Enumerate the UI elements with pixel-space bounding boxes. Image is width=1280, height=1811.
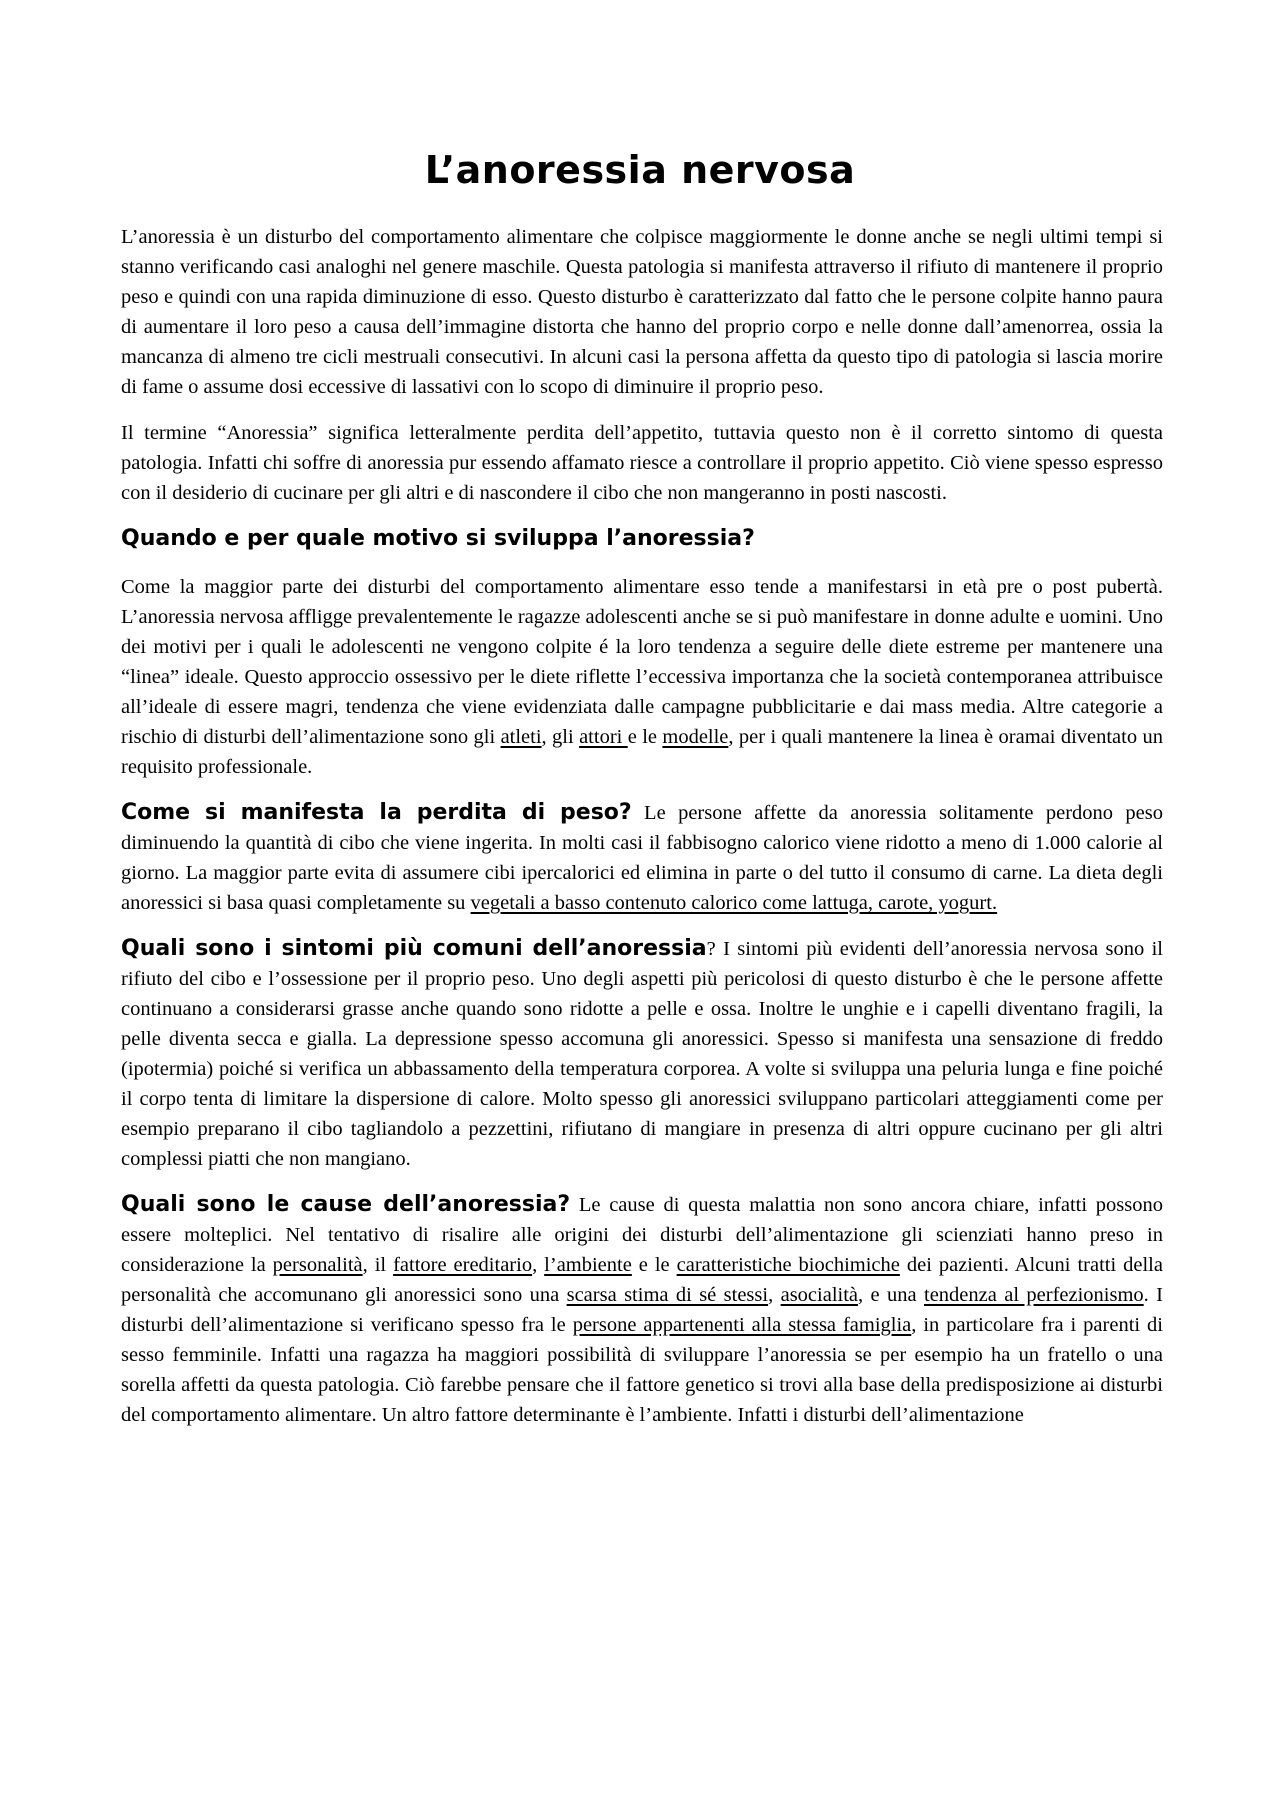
underlined-term-asocialita: asocialità (780, 1284, 859, 1306)
paragraph-term: Il termine “Anoressia” significa letteralmente perdita dell’appetito, tuttavia questo non è il corretto sintomo di questa patologia. Infatti chi soffre di anoressia pur essendo affamato riesce a controllare il proprio appetito. Ciò viene spesso espresso con il desiderio di cucinare per gli altri e di nascondere il cibo che non mangeranno in posti nascosti. (121, 422, 1163, 504)
paragraph-perdita-peso (121, 798, 1163, 918)
paragraph-sintomi (121, 934, 1163, 1174)
text-run: . I disturbi dell’alimentazione si verificano spesso fra le (121, 1284, 1164, 1336)
inline-heading-perdita-peso: Come si manifesta la perdita di peso? (121, 800, 632, 825)
text-run: e le (627, 726, 663, 748)
underlined-term-vegetali: vegetali a basso contenuto calorico come lattuga, carote, yogurt. (470, 892, 998, 914)
text-run: , e una (858, 1284, 924, 1306)
underlined-term-persone-famiglia: persone appartenenti alla stessa famiglia (572, 1314, 912, 1336)
underlined-term-scarsa-stima: scarsa stima di sé stessi (566, 1284, 769, 1306)
text-run: , il (362, 1254, 394, 1276)
text-run: , (768, 1284, 781, 1306)
inline-heading-sintomi: Quali sono i sintomi più comuni dell’anoressia (121, 936, 707, 961)
underlined-term-attori: attori (579, 726, 628, 748)
paragraph-cause (121, 1190, 1163, 1430)
text-run: Le persone affette da anoressia solitamente perdono peso diminuendo la quantità di cibo che viene ingerita. In molti casi il fabbisogno calorico viene ridotto a meno di 1.000 calorie al giorno. La maggior parte evita di assumere cibi ipercalorici ed elimina in parte o del tutto il consumo di carne. La dieta degli anoressici si basa quasi completamente su (121, 802, 1163, 914)
document-body (121, 222, 1163, 1446)
text-run: , in particolare fra i parenti di sesso femminile. Infatti una ragazza ha maggiori possibilità di sviluppare l’anoressia se per esempio ha un fratello o una sorella affetti da questa patologia. Ciò farebbe pensare che il fattore genetico si trovi alla base della predisposizione ai disturbi del comportamento alimentare. Un altro fattore determinante è l’ambiente. Infatti i disturbi dell’alimentazione (121, 1314, 1163, 1426)
text-run: Come la maggior parte dei disturbi del comportamento alimentare esso tende a manifestarsi in età pre o post pubertà. L’anoressia nervosa affligge prevalentemente le ragazze adolescenti anche se si può manifestare in donne adulte e uomini. Uno dei motivi per i quali le adolescenti ne vengono colpite é la loro tendenza a seguire delle diete estreme per mantenere una “linea” ideale. Questo approccio ossessivo per le diete riflette l’eccessiva importanza che la società contemporanea attribuisce all’ideale di essere magri, tendenza che viene evidenziata dalle campagne pubblicitarie e dai mass media. Altre categorie a rischio di disturbi dell’alimentazione sono gli (121, 576, 1163, 748)
inline-heading-cause: Quali sono le cause dell’anoressia? (121, 1192, 571, 1217)
paragraph-intro: L’anoressia è un disturbo del comportamento alimentare che colpisce maggiormente le donne anche se negli ultimi tempi si stanno verificando casi analoghi nel genere maschile. Questa patologia si manifesta attraverso il rifiuto di mantenere il proprio peso e quindi con una rapida diminuzione di esso. Questo disturbo è caratterizzato dal fatto che le persone colpite hanno paura di aumentare il loro peso a causa dell’immagine distorta che hanno del proprio corpo e nelle donne dall’amenorrea, ossia la mancanza di almeno tre cicli mestruali consecutivi. In alcuni casi la persona affetta da questo tipo di patologia si lascia morire di fame o assume dosi eccessive di lassativi con lo scopo di diminuire il proprio peso. (121, 226, 1163, 398)
paragraph-quando (121, 572, 1163, 782)
text-run: e le (631, 1254, 677, 1276)
underlined-term-personalita: personalità (272, 1254, 363, 1276)
text-run: , gli (541, 726, 580, 748)
underlined-term-fattore-ereditario: fattore ereditario (393, 1254, 533, 1276)
underlined-term-modelle: modelle (662, 726, 729, 748)
text-run: , per i quali mantenere la linea è oramai diventato un requisito professionale. (121, 726, 1163, 778)
page-title: L’anoressia nervosa (424, 148, 856, 192)
underlined-term-atleti: atleti (500, 726, 542, 748)
section-heading-quando: Quando e per quale motivo si sviluppa l’anoressia? (121, 526, 755, 551)
text-run: Le cause di questa malattia non sono ancora chiare, infatti possono essere molteplici. Nel tentativo di risalire alle origini dei disturbi dell’alimentazione gli scienziati hanno preso in considerazione la (121, 1194, 1163, 1276)
underlined-term-perfezionismo: tendenza al perfezionismo (924, 1284, 1144, 1306)
text-run: ? I sintomi più evidenti dell’anoressia nervosa sono il rifiuto del cibo e l’ossessione per il proprio peso. Uno degli aspetti più pericolosi di questo disturbo è che le persone affette continuano a considerarsi grasse anche quando sono ridotte a pelle e ossa. Inoltre le unghie e i capelli diventano fragili, la pelle diventa secca e gialla. La depressione spesso accomuna gli anoressici. Spesso si manifesta una sensazione di freddo (ipotermia) poiché si verifica un abbassamento della temperatura corporea. A volte si sviluppa una peluria lunga e fine poiché il corpo tenta di limitare la dispersione di calore. Molto spesso gli anoressici sviluppano particolari atteggiamenti come per esempio preparano il cibo tagliandolo a pezzettini, rifiutano di mangiare in presenza di altri oppure cucinano per gli altri complessi piatti che non mangiano. (121, 938, 1164, 1170)
underlined-term-caratteristiche-biochimiche: caratteristiche biochimiche (676, 1254, 900, 1276)
text-run: , (532, 1254, 545, 1276)
underlined-term-ambiente: l’ambiente (544, 1254, 632, 1276)
text-run: dei pazienti. Alcuni tratti della personalità che accomunano gli anoressici sono una (121, 1254, 1163, 1306)
